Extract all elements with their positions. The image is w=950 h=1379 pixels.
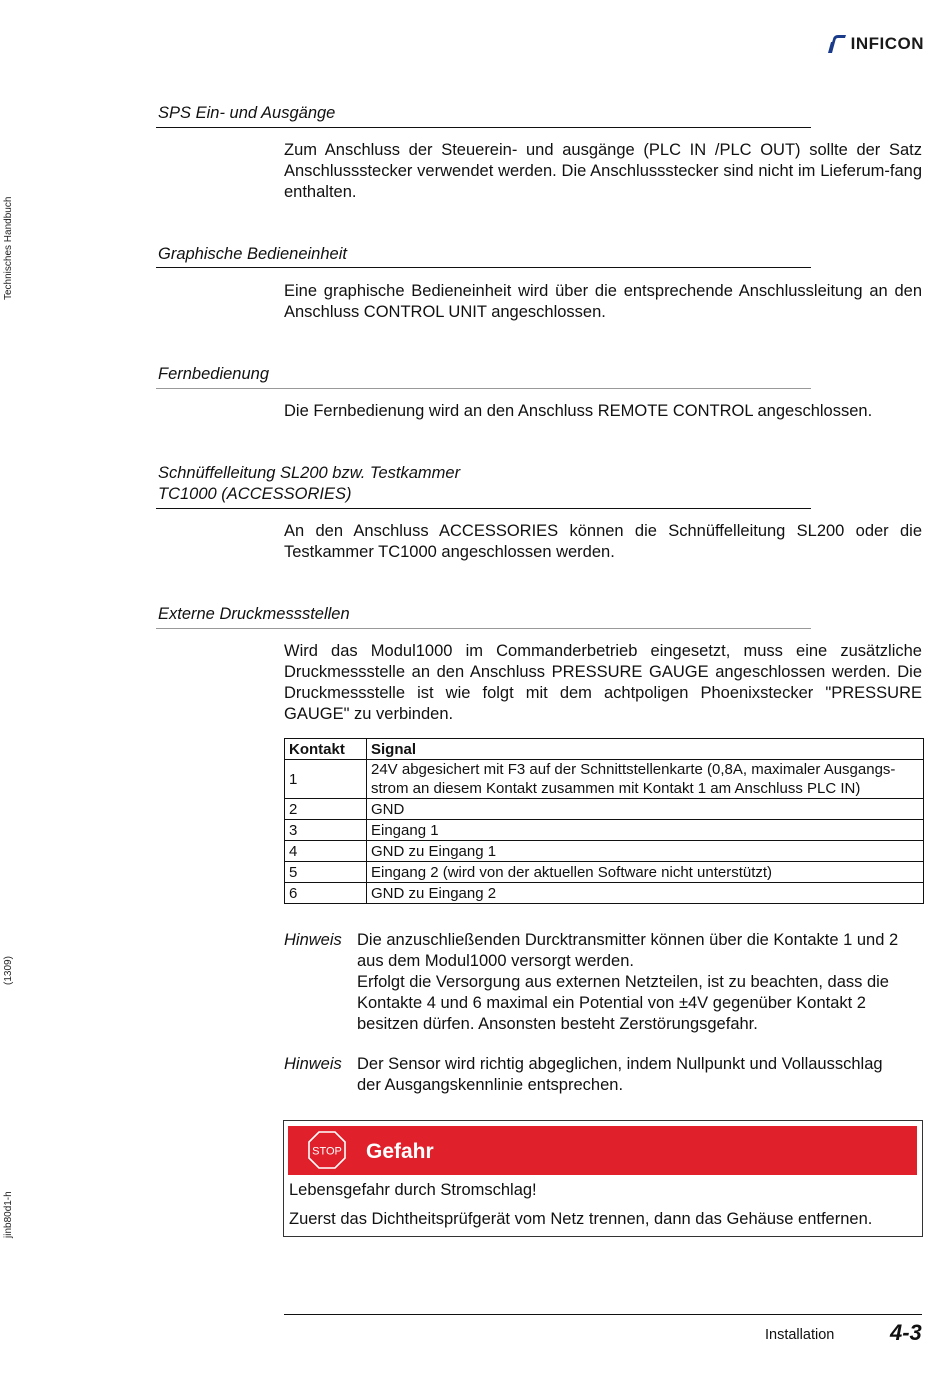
- note-line: Die anzuschließenden Durcktransmitter können über die Kontakte 1 und 2: [357, 931, 899, 949]
- side-label-docid: jinb80d1-h: [3, 1191, 14, 1238]
- contact-cell: 3: [285, 820, 367, 841]
- stop-sign-text: STOP: [312, 1145, 342, 1158]
- table-row: [285, 841, 924, 862]
- signal-cell: GND: [367, 799, 924, 820]
- logo-text: INFICON: [850, 34, 924, 53]
- signal-cell: [367, 760, 924, 799]
- table-row: [285, 862, 924, 883]
- note-text: [357, 930, 927, 1035]
- footer-rule: [284, 1314, 922, 1315]
- note-line: Erfolgt die Versorgung aus externen Netzteilen, ist zu beachten, dass die: [357, 973, 889, 991]
- table-row: [285, 883, 924, 904]
- section-rule: [156, 628, 811, 629]
- stop-sign-icon: [308, 1131, 346, 1169]
- inficon-logo-mark-icon: [826, 33, 848, 55]
- side-label-revision: (1309): [3, 956, 14, 985]
- table-header-row: [285, 739, 924, 760]
- section-text-accessories: An den Anschluss ACCESSORIES können die Schnüffelleitung SL200 oder die Testkammer TC1000 angeschlossen werden.: [284, 522, 922, 561]
- section-heading-accessories-line2: TC1000 (ACCESSORIES): [158, 485, 352, 503]
- section-heading-pressure: Externe Druckmessstellen: [158, 605, 350, 623]
- footer-section-name: Installation: [765, 1327, 835, 1343]
- contact-cell: 4: [285, 841, 367, 862]
- danger-text-line2: Zuerst das Dichtheitsprüfgerät vom Netz trennen, dann das Gehäuse entfernen.: [289, 1210, 873, 1228]
- table-row: [285, 820, 924, 841]
- note-line: Kontakte 4 und 6 maximal ein Potential von ±4V gegenüber Kontakt 2: [357, 994, 866, 1012]
- contact-signal-table: [284, 738, 924, 904]
- note-text: [357, 1054, 927, 1096]
- note-line: aus dem Modul1000 versorgt werden.: [357, 952, 634, 970]
- section-text-control-unit: Eine graphische Bedieneinheit wird über die entsprechende Anschlussleitung an den Anschluss CONTROL UNIT angeschlossen.: [284, 282, 922, 321]
- signal-line: strom an diesem Kontakt zusammen mit Kontakt 1 am Anschluss PLC IN): [371, 780, 861, 797]
- section-heading-accessories-line1: Schnüffelleitung SL200 bzw. Testkammer: [158, 464, 461, 482]
- side-label-manual: Technisches Handbuch: [3, 196, 14, 300]
- column-header-contact: Kontakt: [285, 739, 367, 760]
- signal-cell: Eingang 2 (wird von der aktuellen Software nicht unterstützt): [367, 862, 924, 883]
- contact-cell: 2: [285, 799, 367, 820]
- footer-page-number: 4-3: [890, 1320, 922, 1345]
- danger-text-line1: Lebensgefahr durch Stromschlag!: [289, 1181, 537, 1199]
- table-row: [285, 760, 924, 799]
- contact-cell: 1: [285, 760, 367, 799]
- signal-cell: GND zu Eingang 2: [367, 883, 924, 904]
- signal-line: 24V abgesichert mit F3 auf der Schnittstellenkarte (0,8A, maximaler Ausgangs-: [371, 761, 896, 778]
- signal-cell: GND zu Eingang 1: [367, 841, 924, 862]
- section-heading-remote: Fernbedienung: [158, 365, 270, 383]
- section-text-sps: Zum Anschluss der Steuerein- und ausgänge (PLC IN /PLC OUT) sollte der Satz Anschlussstecker verwendet werden. Die Anschlussstecker sind nicht im Lieferum-fang enthalten.: [284, 141, 922, 201]
- section-text-remote: Die Fernbedienung wird an den Anschluss REMOTE CONTROL angeschlossen.: [284, 402, 873, 420]
- section-text-pressure: Wird das Modul1000 im Commanderbetrieb eingesetzt, muss eine zusätzliche Druckmessstelle an den Anschluss PRESSURE GAUGE angeschlossen werden. Die Druckmessstelle ist wie folgt mit dem achtpoligen Phoenixstecker "PRESSURE GAUGE" zu verbinden.: [284, 642, 922, 723]
- note-line: besitzen dürfen. Ansonsten besteht Zerstörungsgefahr.: [357, 1015, 758, 1033]
- contact-cell: 5: [285, 862, 367, 883]
- section-heading-control-unit: Graphische Bedieneinheit: [158, 245, 347, 263]
- danger-title: Gefahr: [366, 1140, 434, 1163]
- contact-cell: 6: [285, 883, 367, 904]
- table-row: [285, 799, 924, 820]
- section-rule: [156, 508, 811, 509]
- section-rule: [156, 388, 811, 389]
- section-rule: [156, 127, 811, 128]
- section-heading-sps: SPS Ein- und Ausgänge: [158, 104, 336, 122]
- note-line: Der Sensor wird richtig abgeglichen, indem Nullpunkt und Vollausschlag: [357, 1055, 883, 1073]
- signal-cell: Eingang 1: [367, 820, 924, 841]
- column-header-signal: Signal: [367, 739, 924, 760]
- note-label: Hinweis: [284, 1055, 342, 1073]
- inficon-logo: [826, 32, 924, 56]
- section-rule: [156, 267, 811, 268]
- note-line: der Ausgangskennlinie entsprechen.: [357, 1076, 624, 1094]
- note-label: Hinweis: [284, 931, 342, 949]
